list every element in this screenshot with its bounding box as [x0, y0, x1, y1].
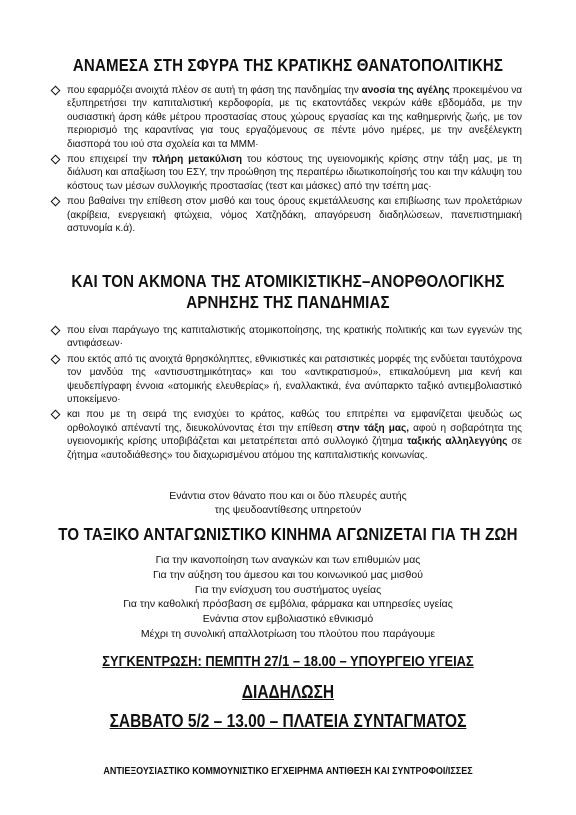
bullet-text: που εφαρμόζει ανοιχτά πλέον σε αυτή τη φάση της πανδημίας την: [67, 85, 362, 96]
list-item: [52, 408, 522, 462]
bullet-text: που είναι παράγωγο της καπιταλιστικής ατομικοποίησης, της κρατικής πολιτικής και των εγγενών της αντιφάσεων·: [67, 325, 522, 350]
list-item: [52, 353, 522, 407]
list-item: [52, 84, 522, 151]
demand-item: Ενάντια στον εμβολιαστικό εθνικισμό: [202, 613, 374, 626]
bullet-bold-text: στην τάξη μας,: [336, 422, 409, 434]
against-line: Ενάντια στον θάνατο που και οι δύο πλευρές αυτής: [169, 490, 407, 502]
demo-title: ΔΙΑΔΗΛΩΣΗ: [241, 682, 335, 702]
bullet-text: προκειμένου να εξυπηρετήσει την καπιταλιστική κερδοφορία, με τις εκατοντάδες νεκρών κάθε εβδομάδα, με την ουσιαστική άρση κάθε μέτρου προστασίας στους χώρους εργασίας και της καθημερινής ζωής, με τον περιορισμό της καραντίνας για τους εργαζόμενους σε πέντε μόνο ημέρες, με την ανεξέλεγκτη διασπορά του ιού στα σχολεία και τα ΜΜΜ·: [67, 85, 522, 150]
bullet-bold-text: ταξικής αλληλεγγύης: [406, 436, 508, 448]
gathering-announcement: ΣΥΓΚΕΝΤΡΩΣΗ: ΠΕΜΠΤΗ 27/1 – 18.00 – ΥΠΟΥΡΓΕΙΟ ΥΓΕΙΑΣ: [102, 653, 474, 670]
heading-denial-line1: ΚΑΙ ΤΟΝ ΑΚΜΟΝΑ ΤΗΣ ΑΤΟΜΙΚΙΣΤΙΚΗΣ–ΑΝΟΡΘΟΛΟΓΙΚΗΣ: [71, 271, 505, 291]
signature: ΑΝΤΙΕΞΟΥΣΙΑΣΤΙΚΟ ΚΟΜΜΟΥΝΙΣΤΙΚΟ ΕΓΧΕΙΡΗΜΑ ΑΝΤΙΘΕΣΗ ΚΑΙ ΣΥΝΤΡΟΦΟΙ/ΙΣΣΕΣ: [103, 766, 473, 777]
list-item: [52, 324, 522, 351]
bullet-text: σε ζήτημα «αυτοδιάθεσης» του διαχωρισμένου ατόμου της καπιταλιστικής κοινωνίας.: [67, 436, 522, 461]
diamond-bullet-icon: [51, 155, 61, 165]
demands-list: [0, 553, 576, 642]
bullet-text: που επιχειρεί την: [67, 154, 152, 166]
demand-item: Για την ικανοποίηση των αναγκών και των επιθυμιών μας: [155, 554, 421, 566]
list-item: [52, 195, 522, 235]
bullet-bold-text: πλήρη μετακύλιση: [151, 154, 243, 166]
section1-bullet-list: [52, 84, 522, 237]
bullet-text: και που με τη σειρά της ενισχύει το κράτος, καθώς του επιτρέπει να εμφανίζεται ψευδώς ως ορθολογικό απέναντί της, διευκολύνοντας έτσι την επίθεση: [67, 409, 522, 434]
diamond-bullet-icon: [51, 410, 61, 420]
list-item: [52, 153, 522, 193]
against-line: της ψευδοαντίθεσης υπηρετούν: [214, 503, 362, 516]
bullet-text: του κόστους της υγειονομικής κρίσης στην τάξη μας, με τη διάλυση και απαξίωση του ΕΣΥ, την προώθηση της περαιτέρω ιδιωτικοποίησής του και την κάλυψη του κόστους των μέσων συλλογικής προστασίας (τεστ και μάσκες) από την τσέπη μας·: [67, 154, 522, 192]
heading-state-death-politics: ΑΝΑΜΕΣΑ ΣΤΗ ΣΦΥΡΑ ΤΗΣ ΚΡΑΤΙΚΗΣ ΘΑΝΑΤΟΠΟΛΙΤΙΚΗΣ: [72, 55, 504, 75]
heading-class-movement: ΤΟ ΤΑΞΙΚΟ ΑΝΤΑΓΩΝΙΣΤΙΚΟ ΚΙΝΗΜΑ ΑΓΩΝΙΖΕΤΑΙ ΓΙΑ ΤΗ ΖΩΗ: [58, 524, 518, 544]
heading-denial-line2: ΑΡΝΗΣΗΣ ΤΗΣ ΠΑΝΔΗΜΙΑΣ: [186, 292, 390, 312]
bullet-text: αφού η σοβαρότητα της υγειονομικής κρίσης υποβιβάζεται και μετατρέπεται από συλλογικό ζήτημα: [67, 422, 522, 448]
section2-bullet-list: [52, 324, 522, 464]
demand-item: Για την καθολική πρόσβαση σε εμβόλια, φάρμακα και υπηρεσίες υγείας: [123, 598, 453, 611]
demand-item: Μέχρι τη συνολική απαλλοτρίωση του πλούτου που παράγουμε: [140, 627, 436, 640]
diamond-bullet-icon: [51, 86, 61, 96]
bullet-text: που εκτός από τις ανοιχτά θρησκόληπτες, εθνικιστικές και ρατσιστικές μορφές της ενδύεται ταυτόχρονα τον μανδύα της «αντισυστημικότητας» και του «αντικρατισμού», επικαλούμενη μια κενή και ψευδεπίγραφη έννοια «ατομικής ελευθερίας» ή, εναλλακτικά, ένα ανύπαρκτο ταξικό αντιεμβολιαστικό υποκείμενο·: [67, 353, 522, 406]
demand-item: Για την ενίσχυση του συστήματος υγείας: [194, 583, 382, 596]
diamond-bullet-icon: [51, 197, 61, 207]
demo-details: ΣΑΒΒΑΤΟ 5/2 – 13.00 – ΠΛΑΤΕΙΑ ΣΥΝΤΑΓΜΑΤΟΣ: [109, 711, 467, 731]
against-statement: [0, 490, 576, 517]
diamond-bullet-icon: [51, 354, 61, 364]
bullet-text: που βαθαίνει την επίθεση στον μισθό και τους όρους εκμετάλλευσης και επιβίωσης των προλετάριων (ακρίβεια, ενεργειακή φτώχεια, νόμος Χατζηδάκη, απαγόρευση διαδηλώσεων, πανεπιστημιακή αστυνομία κ.ά).: [67, 196, 522, 235]
diamond-bullet-icon: [51, 326, 61, 336]
demand-item: Για την αύξηση του άμεσου και του κοινωνικού μας μισθού: [153, 568, 423, 581]
bullet-bold-text: ανοσία της αγέλης: [361, 85, 450, 96]
